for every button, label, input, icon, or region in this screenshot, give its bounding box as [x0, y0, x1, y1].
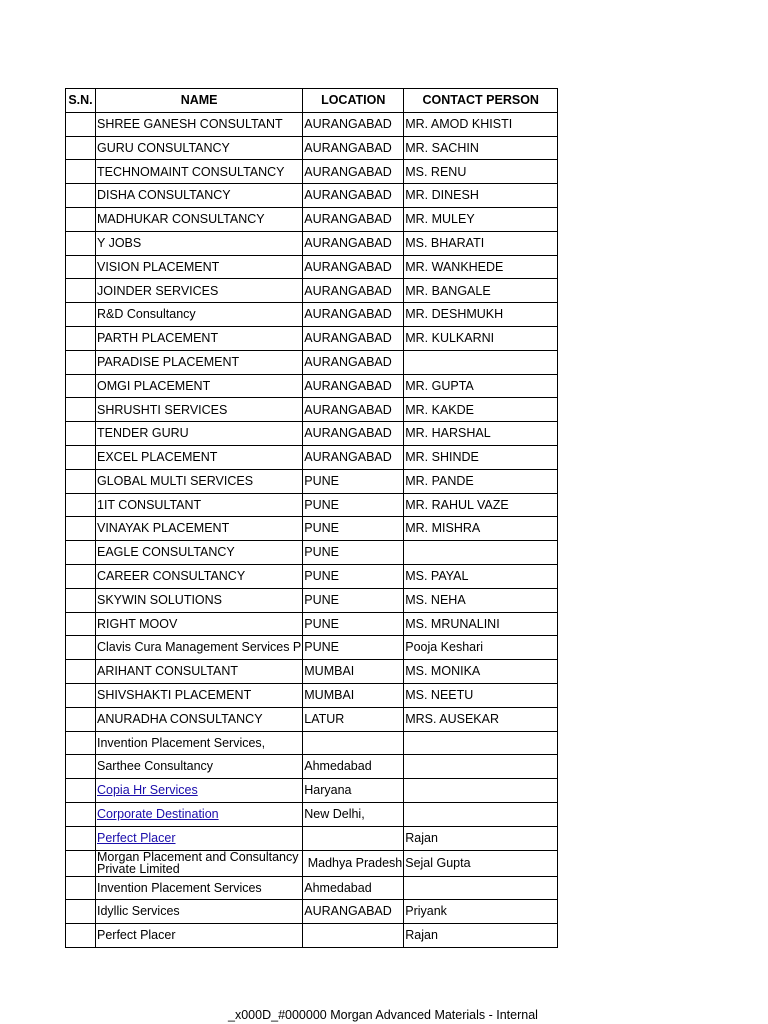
sn-cell: [66, 564, 96, 588]
name-cell: ARIHANT CONSULTANT: [96, 660, 303, 684]
name-cell: TENDER GURU: [96, 422, 303, 446]
sn-cell: [66, 445, 96, 469]
contact-cell: Rajan: [404, 826, 558, 850]
header-sn: S.N.: [66, 89, 96, 113]
contact-cell: MS. RENU: [404, 160, 558, 184]
location-cell: AURANGABAD: [303, 184, 404, 208]
contact-cell: MR. RAHUL VAZE: [404, 493, 558, 517]
table-body: [66, 112, 558, 947]
location-cell: AURANGABAD: [303, 422, 404, 446]
name-cell: [96, 779, 303, 803]
location-cell: PUNE: [303, 636, 404, 660]
sn-cell: [66, 112, 96, 136]
contact-cell: MR. MISHRA: [404, 517, 558, 541]
sn-cell: [66, 660, 96, 684]
name-cell: SHRUSHTI SERVICES: [96, 398, 303, 422]
name-cell: OMGI PLACEMENT: [96, 374, 303, 398]
sn-cell: [66, 231, 96, 255]
location-cell: AURANGABAD: [303, 350, 404, 374]
table-row: [66, 588, 558, 612]
table-row: [66, 924, 558, 948]
name-cell: GLOBAL MULTI SERVICES: [96, 469, 303, 493]
contact-cell: [404, 350, 558, 374]
contact-cell: MR. GUPTA: [404, 374, 558, 398]
sn-cell: [66, 755, 96, 779]
location-cell: Ahmedabad: [303, 755, 404, 779]
location-cell: AURANGABAD: [303, 900, 404, 924]
name-cell: Invention Placement Services: [96, 876, 303, 900]
footer-classification-label: _x000D_#000000 Morgan Advanced Materials - Internal: [228, 1008, 538, 1022]
contact-cell: MR. PANDE: [404, 469, 558, 493]
location-cell: MUMBAI: [303, 683, 404, 707]
name-cell: Perfect Placer: [96, 924, 303, 948]
contact-cell: [404, 731, 558, 755]
location-cell: AURANGABAD: [303, 160, 404, 184]
sn-cell: [66, 683, 96, 707]
table-row: [66, 160, 558, 184]
table-row: [66, 469, 558, 493]
name-cell: SKYWIN SOLUTIONS: [96, 588, 303, 612]
page-footer: [0, 1008, 768, 1022]
table-row: [66, 398, 558, 422]
name-cell: MADHUKAR CONSULTANCY: [96, 207, 303, 231]
table-row: [66, 779, 558, 803]
contact-cell: MS. NEETU: [404, 683, 558, 707]
sn-cell: [66, 612, 96, 636]
location-cell: MUMBAI: [303, 660, 404, 684]
name-cell: R&D Consultancy: [96, 303, 303, 327]
location-cell: [303, 924, 404, 948]
sn-cell: [66, 279, 96, 303]
contact-cell: MR. BANGALE: [404, 279, 558, 303]
table-row: [66, 303, 558, 327]
name-cell: JOINDER SERVICES: [96, 279, 303, 303]
table-row: [66, 802, 558, 826]
contact-cell: Priyank: [404, 900, 558, 924]
name-cell: EAGLE CONSULTANCY: [96, 541, 303, 565]
location-cell: [303, 731, 404, 755]
contact-cell: MR. DESHMUKH: [404, 303, 558, 327]
name-cell: GURU CONSULTANCY: [96, 136, 303, 160]
table-row: [66, 636, 558, 660]
table-row: [66, 136, 558, 160]
header-name: NAME: [96, 89, 303, 113]
location-cell: PUNE: [303, 541, 404, 565]
contact-cell: Pooja Keshari: [404, 636, 558, 660]
contact-cell: Rajan: [404, 924, 558, 948]
table-row: [66, 707, 558, 731]
location-cell: PUNE: [303, 469, 404, 493]
name-cell: PARADISE PLACEMENT: [96, 350, 303, 374]
contact-cell: MR. SACHIN: [404, 136, 558, 160]
contact-cell: MR. MULEY: [404, 207, 558, 231]
sn-cell: [66, 517, 96, 541]
agency-table: [65, 88, 558, 948]
table-row: [66, 660, 558, 684]
location-cell: AURANGABAD: [303, 326, 404, 350]
table-row: [66, 231, 558, 255]
contact-cell: [404, 755, 558, 779]
table-row: [66, 900, 558, 924]
name-cell: ANURADHA CONSULTANCY: [96, 707, 303, 731]
table-row: [66, 326, 558, 350]
location-cell: AURANGABAD: [303, 231, 404, 255]
contact-cell: MR. SHINDE: [404, 445, 558, 469]
location-cell: PUNE: [303, 517, 404, 541]
contact-cell: [404, 876, 558, 900]
sn-cell: [66, 374, 96, 398]
agency-link[interactable]: Perfect Placer: [97, 830, 176, 845]
location-cell: Madhya Pradesh: [303, 850, 404, 876]
table-row: [66, 683, 558, 707]
sn-cell: [66, 900, 96, 924]
sn-cell: [66, 707, 96, 731]
table-row: [66, 279, 558, 303]
agency-link[interactable]: Corporate Destination: [97, 807, 219, 822]
location-cell: AURANGABAD: [303, 374, 404, 398]
contact-cell: MS. NEHA: [404, 588, 558, 612]
sn-cell: [66, 876, 96, 900]
sn-cell: [66, 731, 96, 755]
table-row: [66, 350, 558, 374]
location-cell: Ahmedabad: [303, 876, 404, 900]
table-row: [66, 826, 558, 850]
sn-cell: [66, 160, 96, 184]
table-row: [66, 541, 558, 565]
name-cell: CAREER CONSULTANCY: [96, 564, 303, 588]
table-row: [66, 493, 558, 517]
table-row: [66, 755, 558, 779]
contact-cell: MR. AMOD KHISTI: [404, 112, 558, 136]
agency-link[interactable]: Copia Hr Services: [97, 783, 198, 798]
location-cell: AURANGABAD: [303, 303, 404, 327]
name-cell: [96, 826, 303, 850]
name-cell: [96, 802, 303, 826]
contact-cell: MR. DINESH: [404, 184, 558, 208]
sn-cell: [66, 636, 96, 660]
table-row: [66, 112, 558, 136]
sn-cell: [66, 303, 96, 327]
contact-cell: MS. BHARATI: [404, 231, 558, 255]
sn-cell: [66, 326, 96, 350]
table-row: [66, 731, 558, 755]
table-row: [66, 564, 558, 588]
sn-cell: [66, 826, 96, 850]
location-cell: AURANGABAD: [303, 398, 404, 422]
table-row: [66, 255, 558, 279]
location-cell: PUNE: [303, 588, 404, 612]
name-cell: 1IT CONSULTANT: [96, 493, 303, 517]
location-cell: [303, 826, 404, 850]
table-header-row: [66, 89, 558, 113]
sn-cell: [66, 207, 96, 231]
contact-cell: Sejal Gupta: [404, 850, 558, 876]
name-cell: VISION PLACEMENT: [96, 255, 303, 279]
sn-cell: [66, 850, 96, 876]
sn-cell: [66, 588, 96, 612]
sn-cell: [66, 924, 96, 948]
header-contact-person: CONTACT PERSON: [404, 89, 558, 113]
location-cell: Haryana: [303, 779, 404, 803]
table-row: [66, 850, 558, 876]
contact-cell: MRS. AUSEKAR: [404, 707, 558, 731]
sn-cell: [66, 350, 96, 374]
sn-cell: [66, 184, 96, 208]
table-row: [66, 184, 558, 208]
location-cell: New Delhi,: [303, 802, 404, 826]
location-cell: AURANGABAD: [303, 279, 404, 303]
location-cell: AURANGABAD: [303, 112, 404, 136]
sn-cell: [66, 469, 96, 493]
contact-cell: MR. HARSHAL: [404, 422, 558, 446]
name-cell: DISHA CONSULTANCY: [96, 184, 303, 208]
name-cell: Sarthee Consultancy: [96, 755, 303, 779]
contact-cell: MR. WANKHEDE: [404, 255, 558, 279]
name-cell: EXCEL PLACEMENT: [96, 445, 303, 469]
name-cell: VINAYAK PLACEMENT: [96, 517, 303, 541]
sn-cell: [66, 779, 96, 803]
contact-cell: MS. MONIKA: [404, 660, 558, 684]
contact-cell: [404, 779, 558, 803]
table-row: [66, 422, 558, 446]
name-cell: SHREE GANESH CONSULTANT: [96, 112, 303, 136]
name-cell: Y JOBS: [96, 231, 303, 255]
location-cell: PUNE: [303, 612, 404, 636]
name-cell: Morgan Placement and Consultancy Private Limited: [96, 850, 303, 876]
location-cell: LATUR: [303, 707, 404, 731]
name-cell: Idyllic Services: [96, 900, 303, 924]
sn-cell: [66, 136, 96, 160]
name-cell: RIGHT MOOV: [96, 612, 303, 636]
table-row: [66, 207, 558, 231]
contact-cell: MS. MRUNALINI: [404, 612, 558, 636]
sn-cell: [66, 422, 96, 446]
table-row: [66, 374, 558, 398]
table-row: [66, 876, 558, 900]
location-cell: PUNE: [303, 564, 404, 588]
table-row: [66, 517, 558, 541]
location-cell: PUNE: [303, 493, 404, 517]
name-cell: TECHNOMAINT CONSULTANCY: [96, 160, 303, 184]
contact-cell: [404, 541, 558, 565]
contact-cell: MS. PAYAL: [404, 564, 558, 588]
sn-cell: [66, 802, 96, 826]
name-cell: SHIVSHAKTI PLACEMENT: [96, 683, 303, 707]
sn-cell: [66, 255, 96, 279]
sn-cell: [66, 541, 96, 565]
contact-cell: MR. KULKARNI: [404, 326, 558, 350]
location-cell: AURANGABAD: [303, 136, 404, 160]
contact-cell: MR. KAKDE: [404, 398, 558, 422]
location-cell: AURANGABAD: [303, 207, 404, 231]
name-cell: Invention Placement Services,: [96, 731, 303, 755]
header-location: LOCATION: [303, 89, 404, 113]
contact-cell: [404, 802, 558, 826]
location-cell: AURANGABAD: [303, 445, 404, 469]
name-cell: PARTH PLACEMENT: [96, 326, 303, 350]
location-cell: AURANGABAD: [303, 255, 404, 279]
table-row: [66, 445, 558, 469]
table-row: [66, 612, 558, 636]
sn-cell: [66, 493, 96, 517]
sn-cell: [66, 398, 96, 422]
name-cell: Clavis Cura Management Services P: [96, 636, 303, 660]
